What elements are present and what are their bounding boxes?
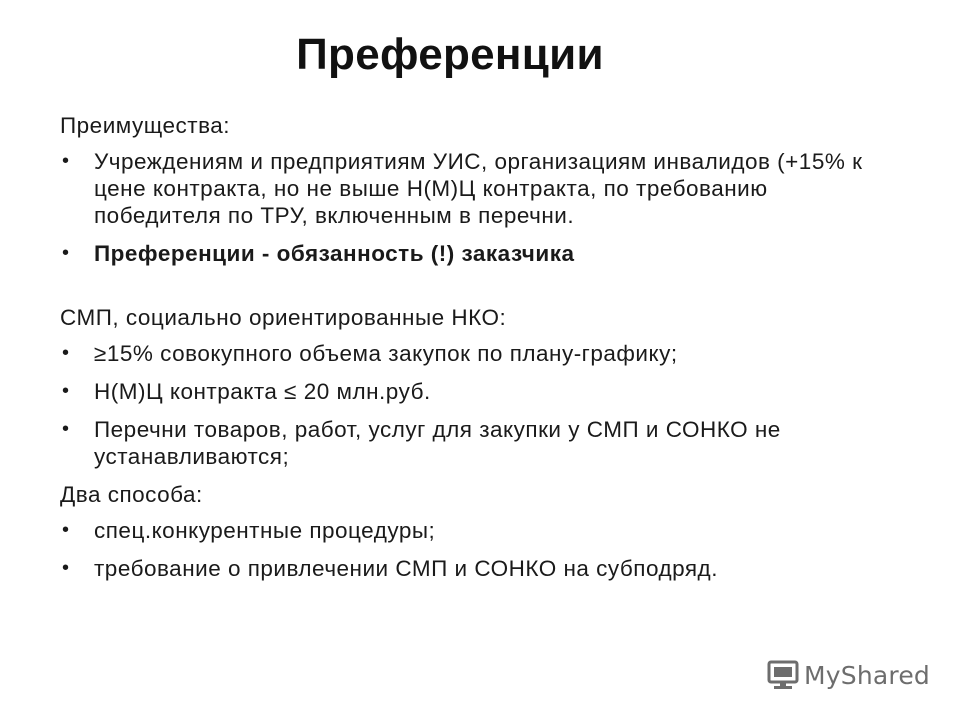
smp-list	[60, 340, 890, 470]
watermark-logo[interactable]	[766, 655, 930, 695]
list-item-text: Перечни товаров, работ, услуг для закупки у СМП и СОНКО не устанавливаются;	[94, 417, 781, 469]
myshared-logo-icon	[766, 659, 800, 691]
list-item	[60, 555, 890, 582]
list-item-text: Учреждениям и предприятиям УИС, организациям инвалидов (+15% к цене контракта, но не выше Н(М)Ц контракта, по требованию победителя по ТРУ, включенным в перечни.	[94, 149, 863, 228]
list-item-text: требование о привлечении СМП и СОНКО на субподряд.	[94, 556, 718, 581]
advantages-list	[60, 148, 890, 267]
bullet-icon: •	[62, 380, 70, 402]
list-item	[60, 340, 890, 367]
list-item-text: ≥15% совокупного объема закупок по плану-графику;	[94, 341, 678, 366]
list-item	[60, 416, 890, 470]
bullet-icon: •	[62, 418, 70, 440]
list-item-text: Н(М)Ц контракта ≤ 20 млн.руб.	[94, 379, 431, 404]
section-heading-advantages: Преимущества:	[60, 113, 231, 138]
list-item	[60, 517, 890, 544]
section-heading-smp: СМП, социально ориентированные НКО:	[60, 305, 507, 330]
watermark-text: MyShared	[804, 660, 930, 690]
slide-body	[60, 112, 890, 593]
list-item-text: спец.конкурентные процедуры;	[94, 518, 436, 543]
slide-title: Преференции	[296, 30, 604, 79]
methods-list	[60, 517, 890, 582]
bullet-icon: •	[62, 242, 70, 264]
list-item	[60, 378, 890, 405]
list-item	[60, 240, 890, 267]
bullet-icon: •	[62, 150, 70, 172]
list-item	[60, 148, 890, 229]
list-item-text: Преференции - обязанность (!) заказчика	[94, 241, 575, 266]
bullet-icon: •	[62, 519, 70, 541]
bullet-icon: •	[62, 342, 70, 364]
section-heading-methods: Два способа:	[60, 482, 203, 507]
spacer	[60, 278, 890, 304]
bullet-icon: •	[62, 557, 70, 579]
